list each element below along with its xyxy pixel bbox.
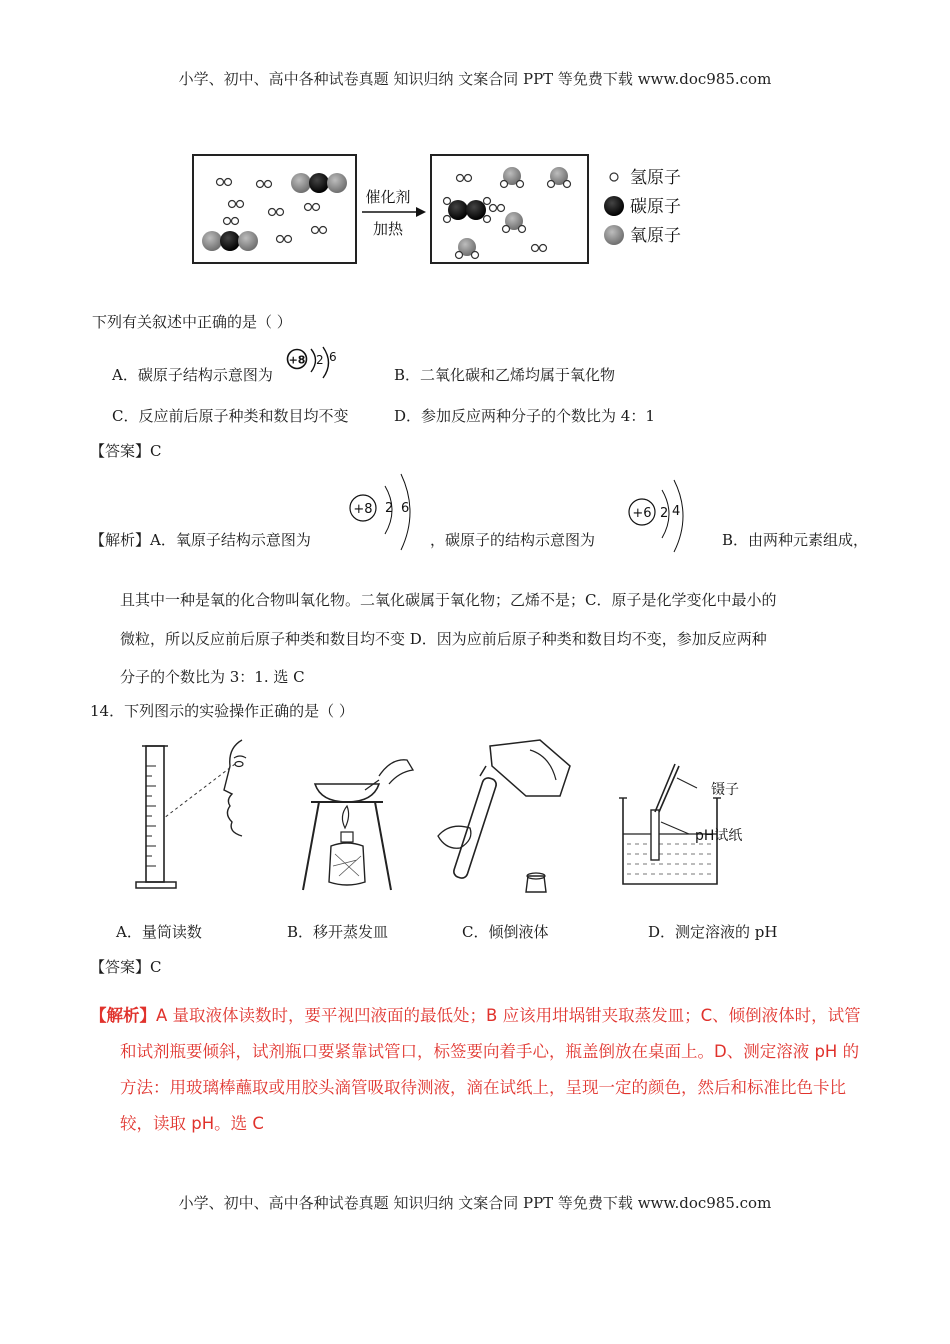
- label-ph-paper: pH试纸: [695, 828, 743, 844]
- svg-text:2: 2: [316, 353, 324, 367]
- q14-caption-d: D．测定溶液的 pH: [648, 923, 778, 941]
- q14-analysis-l1: 【解析】A 量取液体读数时，要平视凹液面的最低处；B 应该用坩埚钳夹取蒸发皿；C、倾倒液体时，试管: [90, 1006, 861, 1025]
- q14-caption-c: C．倾倒液体: [462, 923, 549, 941]
- q14-analysis-l2: 和试剂瓶要倾斜，试剂瓶口要紧靠试管口，标签要向着手心，瓶盖倒放在桌面上。D、测定溶液 pH 的: [120, 1042, 860, 1061]
- page-header: 小学、初中、高中各种试卷真题 知识归纳 文案合同 PPT 等免费下载 www.doc985.com: [178, 70, 772, 88]
- svg-text:4: 4: [672, 504, 681, 519]
- co2-molecule-2: [202, 231, 258, 251]
- q14-caption-b: B．移开蒸发皿: [287, 923, 389, 941]
- arrow-label-bottom: 加热: [372, 220, 404, 238]
- svg-text:6: 6: [401, 501, 410, 516]
- q13-analysis-l1b: ，碳原子的结构示意图为: [430, 531, 596, 549]
- q13-option-a: A．碳原子结构示意图为: [112, 366, 273, 384]
- q14-analysis-l3: 方法：用玻璃棒蘸取或用胶头滴管吸取待测液，滴在试纸上，呈现一定的颜色，然后和标准比色卡比: [120, 1078, 846, 1097]
- atom-diagram-option-a: [284, 346, 346, 386]
- q13-option-c: C．反应前后原子种类和数目均不变: [112, 407, 349, 425]
- q13-analysis-l1a: 【解析】A．氧原子结构示意图为: [90, 531, 311, 549]
- figure-pouring-liquid: [430, 736, 580, 896]
- legend-oxygen: 氧原子: [630, 226, 681, 246]
- svg-text:2: 2: [385, 501, 394, 516]
- svg-text:6: 6: [329, 350, 337, 364]
- svg-text:+8: +8: [353, 502, 373, 517]
- co2-molecule-1: [291, 173, 347, 193]
- figure-graduated-cylinder: [132, 736, 252, 896]
- q14-stem: 14．下列图示的实验操作正确的是（ ）: [90, 702, 354, 720]
- svg-text:+8: +8: [288, 353, 306, 367]
- q14-analysis-tag: 【解析】: [90, 1006, 156, 1025]
- q13-analysis-l3: 微粒，所以反应前后原子种类和数目均不变 D．因为应前后原子种类和数目均不变，参加反应两种: [120, 630, 767, 648]
- oxygen-atom-diagram: [345, 472, 425, 554]
- q13-analysis-l2: 且其中一种是氧的化合物叫氧化物。二氧化碳属于氧化物；乙烯不是；C．原子是化学变化中最小的: [120, 591, 777, 609]
- q13-analysis-l1c: B．由两种元素组成，: [722, 531, 869, 549]
- q13-analysis-l4: 分子的个数比为 3：1. 选 C: [120, 668, 305, 686]
- q14-answer: 【答案】C: [90, 958, 162, 976]
- label-tweezers: 镊子: [711, 782, 739, 798]
- q13-option-d: D．参加反应两种分子的个数比为 4：1: [394, 407, 655, 425]
- figure-evaporating-dish: [295, 736, 415, 896]
- q13-answer: 【答案】C: [90, 442, 162, 460]
- q14-caption-a: A．量筒读数: [116, 923, 202, 941]
- legend: [604, 168, 681, 246]
- q13-option-b: B．二氧化碳和乙烯均属于氧化物: [394, 366, 616, 384]
- svg-text:+6: +6: [632, 506, 652, 521]
- arrow-label-top: 催化剂: [365, 188, 411, 206]
- legend-carbon: 碳原子: [630, 197, 681, 217]
- page-footer: 小学、初中、高中各种试卷真题 知识归纳 文案合同 PPT 等免费下载 www.doc985.com: [178, 1194, 772, 1212]
- q14-analysis-l4: 较，读取 pH。选 C: [120, 1114, 264, 1133]
- legend-hydrogen: 氢原子: [630, 168, 681, 188]
- q13-stem: 下列有关叙述中正确的是（ ）: [92, 313, 292, 331]
- carbon-atom-diagram: [624, 478, 704, 560]
- figure-ph-test: [615, 758, 785, 892]
- reaction-diagram: [190, 150, 710, 290]
- svg-text:2: 2: [660, 506, 669, 521]
